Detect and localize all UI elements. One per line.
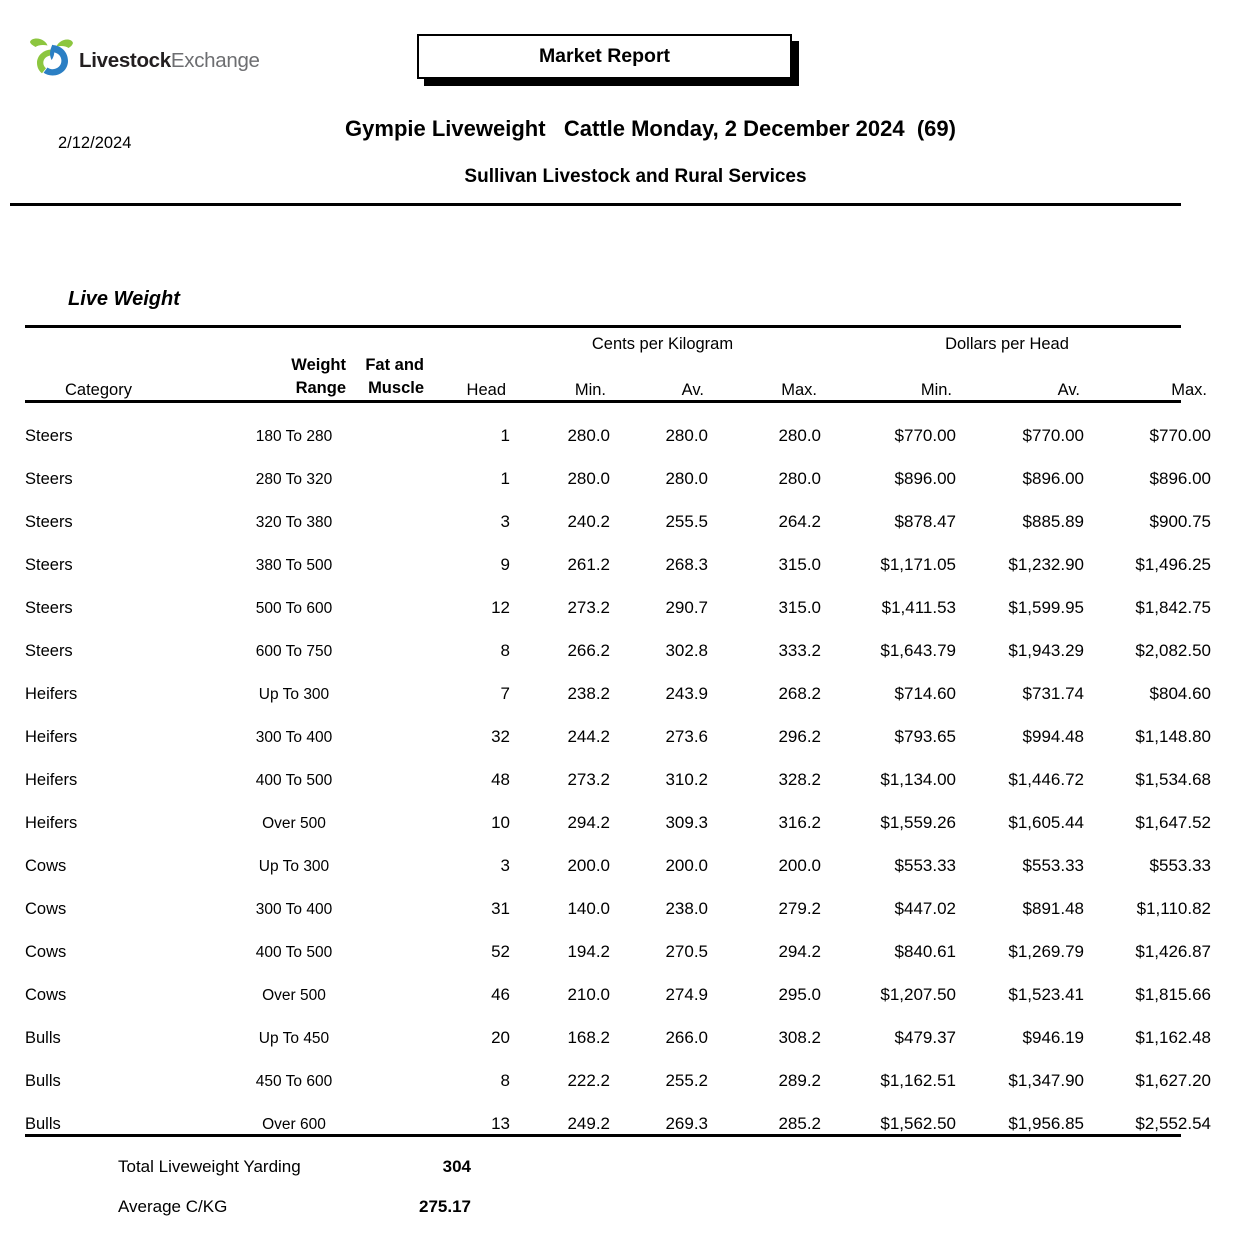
bull-head-logo-icon	[28, 36, 76, 80]
cell-head: 9	[500, 554, 510, 574]
cell-dph-min: $1,643.79	[880, 640, 956, 660]
footer-row-average	[25, 1187, 1181, 1227]
cell-fat-muscle	[348, 962, 426, 1005]
cell-ckg-av: 290.7	[665, 597, 708, 617]
cell-category: Steers	[25, 512, 73, 531]
cell-ckg-min: 210.0	[567, 984, 610, 1004]
table-row	[25, 575, 1211, 618]
cell-ckg-av: 280.0	[665, 425, 708, 445]
cell-category: Cows	[25, 856, 67, 875]
page-title: Gympie Liveweight Cattle Monday, 2 December 2024 (69)	[345, 116, 956, 141]
cell-ckg-min: 280.0	[567, 468, 610, 488]
cell-dph-av: $1,605.44	[1008, 812, 1084, 832]
column-header-fat-and-muscle-line1: Fat and	[365, 356, 424, 374]
market-report-label: Market Report	[538, 45, 671, 67]
cell-ckg-min: 261.2	[567, 554, 610, 574]
cell-category: Cows	[25, 985, 67, 1004]
cell-ckg-av: 238.0	[665, 898, 708, 918]
cell-ckg-min: 238.2	[567, 683, 610, 703]
cell-weight-range: 400 To 500	[255, 943, 333, 961]
logo-text-livestock: Livestock	[79, 48, 171, 72]
cell-head: 32	[491, 726, 510, 746]
cell-ckg-min: 249.2	[567, 1113, 610, 1133]
cell-ckg-av: 200.0	[665, 855, 708, 875]
column-header-ckg-min: Min.	[574, 380, 606, 399]
column-header-ckg-av: Av.	[681, 380, 704, 399]
cell-ckg-min: 273.2	[567, 597, 610, 617]
logo-text-exchange: Exchange	[170, 48, 260, 72]
column-header-dph-min: Min.	[920, 380, 952, 399]
group-header-spacer-head	[426, 328, 510, 354]
cell-category: Heifers	[25, 770, 78, 789]
cell-ckg-min: 244.2	[567, 726, 610, 746]
column-header-ckg-max: Max.	[781, 380, 817, 399]
cell-fat-muscle	[348, 489, 426, 532]
column-header-weight-range	[240, 354, 348, 400]
cell-category: Cows	[25, 899, 67, 918]
cell-ckg-min: 194.2	[567, 941, 610, 961]
cell-dph-av: $891.48	[1022, 898, 1084, 918]
cell-dph-min: $553.33	[894, 855, 956, 875]
cell-head: 10	[491, 812, 510, 832]
table-row	[25, 661, 1211, 704]
document-header	[0, 0, 1241, 205]
cell-ckg-av: 280.0	[665, 468, 708, 488]
cell-head: 13	[491, 1113, 510, 1133]
document-date: 2/12/2024	[58, 134, 132, 152]
cell-head: 8	[500, 1070, 510, 1090]
cell-head: 8	[500, 640, 510, 660]
table-row	[25, 532, 1211, 575]
column-header-weight-range-line1: Weight	[291, 356, 346, 374]
cell-dph-max: $896.00	[1149, 468, 1211, 488]
column-header-dph-av: Av.	[1057, 380, 1080, 399]
cell-head: 1	[500, 468, 510, 488]
cell-dph-min: $770.00	[894, 425, 956, 445]
cell-dph-av: $553.33	[1022, 855, 1084, 875]
cell-weight-range: 300 To 400	[255, 728, 333, 746]
cell-ckg-min: 273.2	[567, 769, 610, 789]
cell-ckg-max: 268.2	[778, 683, 821, 703]
header-divider	[10, 203, 1181, 206]
cell-dph-max: $1,110.82	[1136, 898, 1211, 918]
cell-ckg-av: 269.3	[665, 1113, 708, 1133]
cell-ckg-av: 266.0	[665, 1027, 708, 1047]
cell-dph-max: $1,534.68	[1135, 769, 1211, 789]
section-title: Live Weight	[68, 288, 180, 310]
cell-dph-max: $1,627.20	[1135, 1070, 1211, 1090]
cell-category: Steers	[25, 641, 73, 660]
cell-ckg-av: 243.9	[665, 683, 708, 703]
cell-dph-max: $2,552.54	[1135, 1113, 1211, 1133]
cell-ckg-av: 310.2	[665, 769, 708, 789]
table-row	[25, 489, 1211, 532]
cell-ckg-min: 266.2	[567, 640, 610, 660]
cell-dph-av: $770.00	[1022, 425, 1084, 445]
cell-ckg-min: 240.2	[567, 511, 610, 531]
cell-head: 52	[491, 941, 510, 961]
cell-dph-av: $1,347.90	[1008, 1070, 1084, 1090]
column-header-head: Head	[466, 380, 506, 399]
table-row	[25, 446, 1211, 489]
group-header-spacer-weight	[240, 328, 348, 354]
cell-ckg-av: 309.3	[665, 812, 708, 832]
cell-weight-range: 450 To 600	[255, 1072, 333, 1090]
cell-dph-max: $1,148.80	[1135, 726, 1211, 746]
cell-dph-max: $2,082.50	[1135, 640, 1211, 660]
cell-head: 20	[491, 1027, 510, 1047]
cell-ckg-av: 302.8	[665, 640, 708, 660]
cell-ckg-min: 294.2	[567, 812, 610, 832]
table-footer	[25, 1137, 1181, 1227]
cell-ckg-max: 200.0	[778, 855, 821, 875]
cell-head: 12	[491, 597, 510, 617]
group-header-dollars-per-head: Dollars per Head	[945, 335, 1069, 353]
cell-dph-max: $1,426.87	[1135, 941, 1211, 961]
cell-dph-min: $896.00	[894, 468, 956, 488]
page-subtitle: Sullivan Livestock and Rural Services	[464, 166, 807, 187]
cell-fat-muscle	[348, 790, 426, 833]
cell-weight-range: 320 To 380	[255, 513, 333, 531]
total-yarding-value: 304	[442, 1156, 471, 1176]
cell-fat-muscle	[348, 1048, 426, 1091]
cell-dph-max: $804.60	[1149, 683, 1211, 703]
cell-fat-muscle	[348, 532, 426, 575]
table-row	[25, 1048, 1211, 1091]
cell-ckg-max: 315.0	[778, 597, 821, 617]
cell-weight-range: Up To 450	[258, 1029, 330, 1047]
cell-fat-muscle	[348, 833, 426, 876]
cell-ckg-av: 255.5	[665, 511, 708, 531]
logo-wordmark	[79, 48, 260, 72]
cell-dph-min: $1,562.50	[880, 1113, 956, 1133]
cell-ckg-max: 285.2	[778, 1113, 821, 1133]
cell-weight-range: Over 500	[262, 986, 326, 1004]
table-row	[25, 962, 1211, 1005]
cell-dph-av: $1,446.72	[1008, 769, 1084, 789]
total-yarding-label: Total Liveweight Yarding	[118, 1156, 301, 1176]
cell-weight-range: 400 To 500	[255, 771, 333, 789]
cell-dph-max: $1,496.25	[1135, 554, 1211, 574]
cell-dph-max: $900.75	[1149, 511, 1211, 531]
cell-head: 3	[500, 855, 510, 875]
cell-fat-muscle	[348, 1005, 426, 1048]
cell-ckg-av: 268.3	[665, 554, 708, 574]
cell-ckg-av: 274.9	[665, 984, 708, 1004]
cell-dph-av: $1,269.79	[1008, 941, 1084, 961]
cell-dph-av: $885.89	[1022, 511, 1084, 531]
cell-weight-range: 380 To 500	[255, 556, 333, 574]
average-ckg-value: 275.17	[419, 1196, 471, 1216]
cell-category: Cows	[25, 942, 67, 961]
cell-head: 1	[500, 425, 510, 445]
cell-weight-range: 600 To 750	[255, 642, 333, 660]
cell-ckg-max: 333.2	[778, 640, 821, 660]
cell-ckg-min: 280.0	[567, 425, 610, 445]
cell-category: Steers	[25, 426, 73, 445]
cell-head: 46	[491, 984, 510, 1004]
live-weight-table-zone	[25, 325, 1211, 1227]
table-column-header-row	[25, 354, 1211, 400]
cell-fat-muscle	[348, 403, 426, 446]
cell-ckg-max: 280.0	[778, 425, 821, 445]
cell-weight-range: 300 To 400	[255, 900, 333, 918]
cell-category: Bulls	[25, 1071, 61, 1090]
cell-dph-max: $1,647.52	[1135, 812, 1211, 832]
table-row	[25, 1005, 1211, 1048]
cell-category: Steers	[25, 598, 73, 617]
cell-dph-max: $1,162.48	[1135, 1027, 1211, 1047]
cell-dph-max: $1,815.66	[1135, 984, 1211, 1004]
cell-ckg-max: 308.2	[778, 1027, 821, 1047]
cell-category: Steers	[25, 469, 73, 488]
cell-ckg-min: 222.2	[567, 1070, 610, 1090]
cell-weight-range: Over 600	[262, 1115, 326, 1133]
cell-dph-min: $447.02	[894, 898, 956, 918]
cell-head: 7	[500, 683, 510, 703]
cell-category: Steers	[25, 555, 73, 574]
cell-ckg-max: 264.2	[778, 511, 821, 531]
cell-weight-range: Up To 300	[258, 685, 330, 703]
cell-fat-muscle	[348, 575, 426, 618]
cell-weight-range: 500 To 600	[255, 599, 333, 617]
cell-dph-min: $840.61	[894, 941, 956, 961]
table-row	[25, 618, 1211, 661]
cell-dph-av: $1,523.41	[1008, 984, 1084, 1004]
cell-category: Heifers	[25, 684, 78, 703]
cell-weight-range: 180 To 280	[255, 427, 333, 445]
cell-weight-range: Up To 300	[258, 857, 330, 875]
table-row	[25, 403, 1211, 446]
livestock-exchange-logo	[28, 36, 260, 80]
table-row	[25, 747, 1211, 790]
cell-dph-min: $714.60	[894, 683, 956, 703]
cell-dph-min: $1,207.50	[880, 984, 956, 1004]
cell-fat-muscle	[348, 661, 426, 704]
cell-ckg-max: 279.2	[778, 898, 821, 918]
table-group-header-row	[25, 328, 1211, 354]
cell-dph-max: $770.00	[1149, 425, 1211, 445]
cell-ckg-max: 315.0	[778, 554, 821, 574]
cell-ckg-max: 294.2	[778, 941, 821, 961]
cell-dph-min: $479.37	[894, 1027, 956, 1047]
cell-ckg-max: 296.2	[778, 726, 821, 746]
cell-ckg-min: 140.0	[567, 898, 610, 918]
cell-fat-muscle	[348, 876, 426, 919]
cell-ckg-max: 289.2	[778, 1070, 821, 1090]
cell-dph-max: $553.33	[1149, 855, 1211, 875]
cell-head: 48	[491, 769, 510, 789]
cell-category: Heifers	[25, 813, 78, 832]
group-header-spacer-fat	[348, 328, 426, 354]
table-head	[25, 328, 1211, 400]
live-weight-table	[25, 328, 1211, 400]
table-row	[25, 704, 1211, 747]
cell-category: Heifers	[25, 727, 78, 746]
table-row	[25, 919, 1211, 962]
column-header-category: Category	[65, 380, 132, 399]
cell-dph-av: $1,943.29	[1008, 640, 1084, 660]
cell-category: Bulls	[25, 1114, 61, 1133]
cell-weight-range: Over 500	[262, 814, 326, 832]
cell-ckg-av: 270.5	[665, 941, 708, 961]
footer-row-total	[25, 1147, 1181, 1187]
cell-dph-min: $1,162.51	[880, 1070, 956, 1090]
table-row	[25, 790, 1211, 833]
cell-dph-min: $793.65	[894, 726, 956, 746]
cell-fat-muscle	[348, 618, 426, 661]
cell-head: 31	[491, 898, 510, 918]
cell-dph-av: $946.19	[1022, 1027, 1084, 1047]
group-header-spacer-category	[25, 328, 240, 354]
cell-fat-muscle	[348, 919, 426, 962]
cell-fat-muscle	[348, 704, 426, 747]
group-header-cents-per-kilogram: Cents per Kilogram	[591, 335, 734, 353]
cell-dph-av: $731.74	[1022, 683, 1084, 703]
cell-category: Bulls	[25, 1028, 61, 1047]
table-body	[25, 403, 1211, 1134]
average-ckg-label: Average C/KG	[118, 1196, 228, 1216]
cell-fat-muscle	[348, 1091, 426, 1134]
market-report-title-box	[417, 34, 792, 79]
cell-head: 3	[500, 511, 510, 531]
column-header-dph-max: Max.	[1171, 380, 1208, 399]
cell-ckg-max: 328.2	[778, 769, 821, 789]
cell-fat-muscle	[348, 747, 426, 790]
cell-dph-min: $878.47	[894, 511, 956, 531]
cell-ckg-max: 295.0	[778, 984, 821, 1004]
cell-dph-min: $1,171.05	[880, 554, 956, 574]
column-header-fat-and-muscle	[348, 354, 426, 400]
cell-dph-av: $896.00	[1022, 468, 1084, 488]
cell-ckg-min: 168.2	[567, 1027, 610, 1047]
column-header-fat-and-muscle-line2: Muscle	[368, 378, 424, 397]
table-row	[25, 876, 1211, 919]
cell-dph-min: $1,411.53	[881, 597, 956, 617]
cell-dph-max: $1,842.75	[1135, 597, 1211, 617]
cell-ckg-av: 255.2	[665, 1070, 708, 1090]
cell-dph-av: $1,232.90	[1008, 554, 1084, 574]
column-header-weight-range-line2: Range	[295, 378, 346, 397]
cell-ckg-max: 316.2	[778, 812, 821, 832]
cell-dph-min: $1,134.00	[880, 769, 956, 789]
table-row	[25, 1091, 1211, 1134]
cell-dph-min: $1,559.26	[880, 812, 956, 832]
cell-dph-av: $994.48	[1022, 726, 1084, 746]
cell-ckg-max: 280.0	[778, 468, 821, 488]
cell-fat-muscle	[348, 446, 426, 489]
cell-dph-av: $1,956.85	[1008, 1113, 1084, 1133]
live-weight-table-body-wrapper	[25, 403, 1211, 1134]
cell-ckg-av: 273.6	[665, 726, 708, 746]
table-row	[25, 833, 1211, 876]
cell-ckg-min: 200.0	[567, 855, 610, 875]
cell-dph-av: $1,599.95	[1008, 597, 1084, 617]
cell-weight-range: 280 To 320	[255, 470, 333, 488]
